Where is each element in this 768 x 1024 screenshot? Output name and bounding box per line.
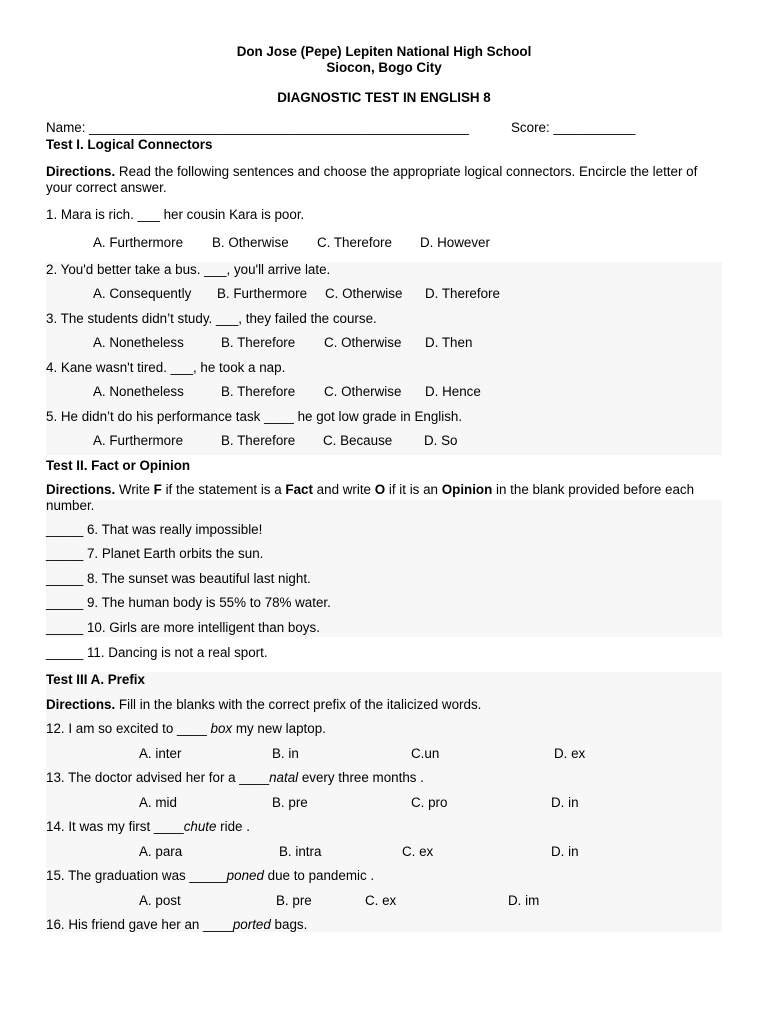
- q5-option-a[interactable]: A. Furthermore: [93, 433, 184, 448]
- q4-option-a[interactable]: A. Nonetheless: [93, 384, 184, 399]
- fact-opinion-item-10[interactable]: _____ 10. Girls are more intelligent than boys.: [46, 620, 320, 635]
- q1-option-b[interactable]: B. Otherwise: [212, 235, 289, 250]
- q12-option-b[interactable]: B. in: [272, 746, 299, 761]
- test2-directions-text-3: and write: [312, 482, 375, 497]
- test3-directions-label: Directions.: [46, 697, 116, 712]
- q12-option-a[interactable]: A. inter: [139, 746, 182, 761]
- test2-directions-text-4: if it is an: [385, 482, 442, 497]
- q13-option-d[interactable]: D. in: [551, 795, 579, 810]
- q15-text-a: 15. The graduation was _____: [46, 868, 227, 883]
- q13-text-a: 13. The doctor advised her for a ____: [46, 770, 270, 785]
- test2-directions: [46, 482, 722, 514]
- score-field[interactable]: Score: ___________: [511, 120, 636, 135]
- shaded-band-test2: [46, 500, 722, 637]
- q14-text-b: ride .: [216, 819, 250, 834]
- q1-option-d[interactable]: D. However: [420, 235, 490, 250]
- q15-option-d[interactable]: D. im: [508, 893, 540, 908]
- q4-option-b[interactable]: B. Therefore: [221, 384, 296, 399]
- question-16: [46, 917, 307, 933]
- q14-option-a[interactable]: A. para: [139, 844, 183, 859]
- fact-opinion-item-11[interactable]: _____ 11. Dancing is not a real sport.: [46, 645, 268, 660]
- question-2: 2. You'd better take a bus. ___, you'll arrive late.: [46, 262, 331, 277]
- question-4: 4. Kane wasn't tired. ___, he took a nap.: [46, 360, 286, 375]
- q1-option-c[interactable]: C. Therefore: [317, 235, 392, 250]
- q13-option-a[interactable]: A. mid: [139, 795, 177, 810]
- q15-option-b[interactable]: B. pre: [276, 893, 312, 908]
- q16-italic-word: ported: [232, 917, 271, 932]
- test2-directions-text-1: Write: [115, 482, 154, 497]
- question-1: 1. Mara is rich. ___ her cousin Kara is poor.: [46, 207, 305, 222]
- q2-option-b[interactable]: B. Furthermore: [217, 286, 308, 301]
- q2-option-a[interactable]: A. Consequently: [93, 286, 192, 301]
- q16-text-b: bags.: [270, 917, 308, 932]
- school-name: Don Jose (Pepe) Lepiten National High School: [236, 44, 532, 59]
- q2-option-c[interactable]: C. Otherwise: [325, 286, 403, 301]
- q12-text-a: 12. I am so excited to ____: [46, 721, 211, 736]
- q15-text-b: due to pandemic .: [263, 868, 375, 883]
- test2-letter-f: F: [153, 482, 162, 497]
- q12-option-c[interactable]: C.un: [411, 746, 440, 761]
- q5-option-d[interactable]: D. So: [424, 433, 458, 448]
- q14-option-c[interactable]: C. ex: [402, 844, 434, 859]
- test2-directions-text-2: if the statement is a: [161, 482, 286, 497]
- question-5: 5. He didn’t do his performance task ____ he got low grade in English.: [46, 409, 463, 424]
- q5-option-b[interactable]: B. Therefore: [221, 433, 296, 448]
- q14-italic-word: chute: [183, 819, 217, 834]
- q12-italic-word: box: [210, 721, 233, 736]
- fact-opinion-item-9[interactable]: _____ 9. The human body is 55% to 78% water.: [46, 595, 331, 610]
- test2-word-opinion: Opinion: [441, 482, 493, 497]
- test1-directions: [46, 164, 722, 196]
- test2-word-fact: Fact: [285, 482, 313, 497]
- question-14: [46, 819, 250, 835]
- q14-option-b[interactable]: B. intra: [279, 844, 322, 859]
- question-15: [46, 868, 374, 884]
- q2-option-d[interactable]: D. Therefore: [425, 286, 500, 301]
- q14-option-d[interactable]: D. in: [551, 844, 579, 859]
- test1-directions-label: Directions.: [46, 164, 116, 179]
- q13-italic-word: natal: [269, 770, 299, 785]
- q3-option-b[interactable]: B. Therefore: [221, 335, 296, 350]
- q12-option-d[interactable]: D. ex: [554, 746, 586, 761]
- q13-text-b: every three months .: [298, 770, 424, 785]
- q13-option-c[interactable]: C. pro: [411, 795, 448, 810]
- q4-option-c[interactable]: C. Otherwise: [324, 384, 402, 399]
- test3-directions: [46, 697, 481, 713]
- question-13: [46, 770, 424, 786]
- q3-option-a[interactable]: A. Nonetheless: [93, 335, 184, 350]
- test2-heading: Test II. Fact or Opinion: [46, 458, 191, 473]
- test3-heading: Test III A. Prefix: [46, 672, 145, 687]
- q12-text-b: my new laptop.: [232, 721, 326, 736]
- q16-text-a: 16. His friend gave her an ____: [46, 917, 233, 932]
- test2-letter-o: O: [374, 482, 386, 497]
- test-title: DIAGNOSTIC TEST IN ENGLISH 8: [277, 90, 491, 105]
- q14-text-a: 14. It was my first ____: [46, 819, 184, 834]
- q15-option-a[interactable]: A. post: [139, 893, 181, 908]
- test1-directions-text: Read the following sentences and choose the appropriate logical connectors. Encircle the letter of your correct answer.: [46, 164, 698, 195]
- fact-opinion-item-8[interactable]: _____ 8. The sunset was beautiful last night.: [46, 571, 311, 586]
- q4-option-d[interactable]: D. Hence: [425, 384, 481, 399]
- test1-heading: Test I. Logical Connectors: [46, 137, 213, 152]
- q15-italic-word: poned: [226, 868, 264, 883]
- question-3: 3. The students didn’t study. ___, they failed the course.: [46, 311, 377, 326]
- q13-option-b[interactable]: B. pre: [272, 795, 308, 810]
- test2-directions-text-5: in the blank provided before each number.: [46, 482, 695, 513]
- q3-option-c[interactable]: C. Otherwise: [324, 335, 402, 350]
- fact-opinion-item-7[interactable]: _____ 7. Planet Earth orbits the sun.: [46, 546, 264, 561]
- q1-option-a[interactable]: A. Furthermore: [93, 235, 184, 250]
- school-location: Siocon, Bogo City: [326, 60, 442, 75]
- q3-option-d[interactable]: D. Then: [425, 335, 473, 350]
- test3-directions-text: Fill in the blanks with the correct prefix of the italicized words.: [115, 697, 482, 712]
- test2-directions-label: Directions.: [46, 482, 116, 497]
- q15-option-c[interactable]: C. ex: [365, 893, 397, 908]
- fact-opinion-item-6[interactable]: _____ 6. That was really impossible!: [46, 522, 263, 537]
- q5-option-c[interactable]: C. Because: [323, 433, 393, 448]
- name-field[interactable]: Name: ___________________________________________________: [46, 120, 469, 135]
- question-12: [46, 721, 326, 737]
